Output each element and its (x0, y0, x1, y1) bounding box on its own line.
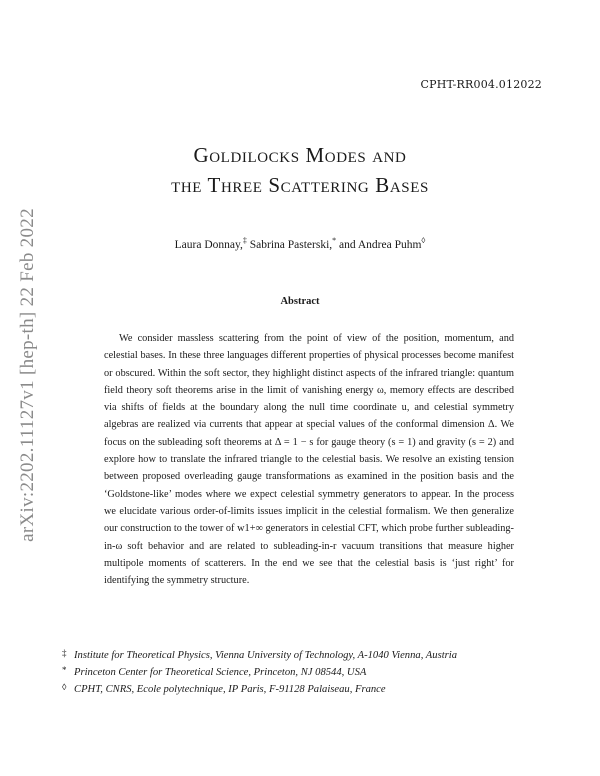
affiliation-mark: ‡ (62, 648, 67, 658)
affiliation-item (62, 645, 562, 662)
affiliation-item (62, 662, 562, 679)
affiliation-text: Princeton Center for Theoretical Science, Princeton, NJ 08544, USA (74, 667, 367, 678)
affiliations (62, 645, 562, 696)
title-line-2: the Three Scattering Bases (171, 173, 429, 197)
abstract-body: We consider massless scattering from the point of view of the position, momentum, and celestial bases. In these three languages different properties of physical processes become manifest or obscured. Within the soft sector, they highlight distinct aspects of the infrared triangle: quantum field theory soft theorems arise in the limit of vanishing energy ω, memory effects are described via shifts of fields at the boundary along the null time coordinate u, and celestial symmetry algebras are realized via currents that appear at special values of the conformal dimension Δ. We focus on the subleading soft theorems at Δ = 1 − s for gauge theory (s = 1) and gravity (s = 2) and explore how to translate the infrared triangle to the celestial basis. We resolve an existing tension between proposed overleading gauge transformations as examined in the position basis and the ‘Goldstone-like’ modes where we expect celestial symmetry generators to appear. In the process we elucidate various order-of-limits issues implicit in the celestial formalism. We then generalize our construction to the tower of w1+∞ generators in celestial CFT, which probe further subleading-in-ω soft behavior and are related to subleading-in-r vacuum transitions that measure higher multipole moments of scatterers. In the end we see that the celestial basis is ‘just right’ for identifying the symmetry structure. (104, 333, 514, 587)
author-list (0, 236, 600, 251)
affiliation-text: CPHT, CNRS, Ecole polytechnique, IP Paris, F-91128 Palaiseau, France (74, 684, 386, 695)
title-line-1: Goldilocks Modes and (193, 143, 407, 167)
author-name: Sabrina Pasterski, (249, 239, 333, 251)
author-affiliation-mark: ‡ (242, 236, 247, 246)
affiliation-mark: ◊ (62, 682, 67, 692)
author-name: Laura Donnay, (174, 239, 243, 251)
author-affiliation-mark: * (332, 236, 337, 246)
arxiv-identifier[interactable]: arXiv:2202.11127v1 [hep-th] 22 Feb 2022 (17, 208, 38, 542)
author-name: and Andrea Puhm (339, 239, 422, 251)
affiliation-item (62, 679, 562, 696)
report-number: CPHT-RR004.012022 (420, 78, 542, 91)
abstract-heading: Abstract (280, 296, 320, 307)
paper-title (0, 140, 600, 200)
affiliation-mark: * (62, 665, 67, 675)
author-affiliation-mark: ◊ (421, 236, 426, 246)
affiliation-text: Institute for Theoretical Physics, Vienna University of Technology, A-1040 Vienna, Austria (74, 650, 457, 661)
